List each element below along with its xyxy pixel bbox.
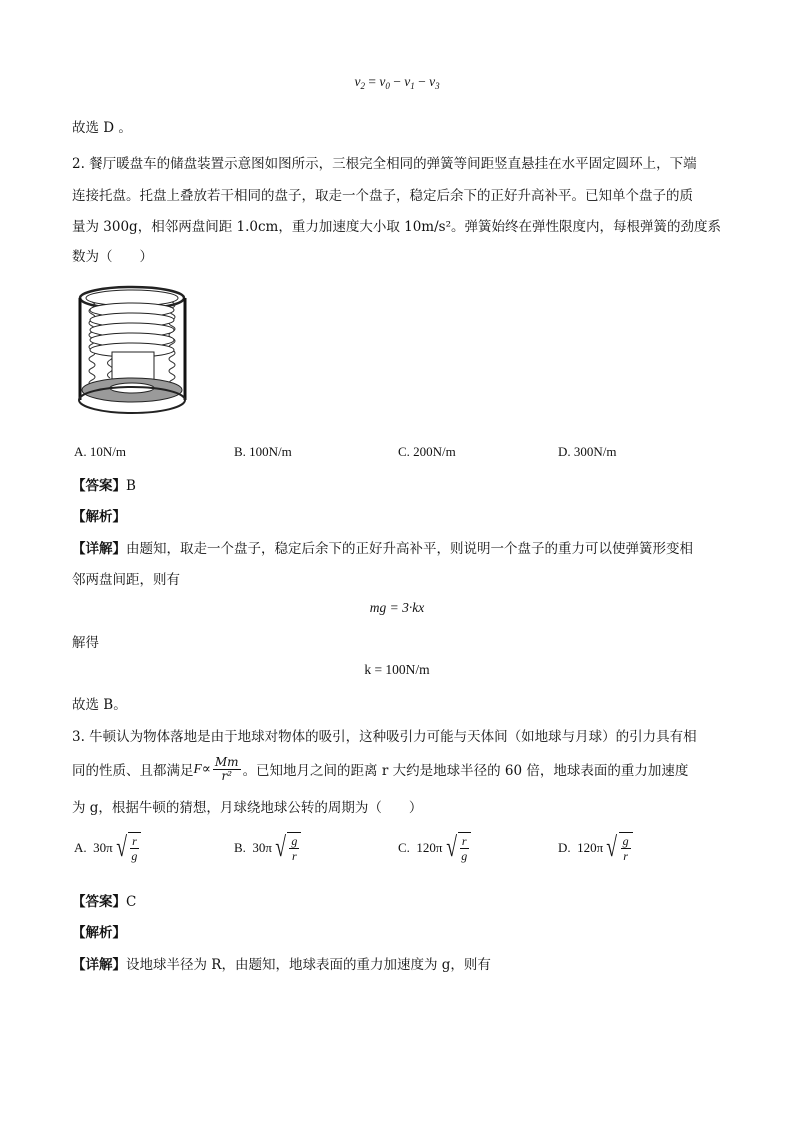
q2-equation-2: k = 100N/m bbox=[364, 662, 430, 677]
eq-v2: v bbox=[354, 74, 361, 89]
option-coef: 30π bbox=[252, 839, 272, 855]
q2-detail-line2: 邻两盘间距，则有 bbox=[72, 572, 180, 588]
answer-label: 【答案】 bbox=[72, 894, 126, 910]
detail-label: 【详解】 bbox=[72, 957, 126, 973]
q2-analysis-label: 【解析】 bbox=[72, 509, 126, 525]
answer-label: 【答案】 bbox=[72, 478, 126, 494]
formula-f: F bbox=[193, 761, 202, 776]
sqrt-denominator: g bbox=[131, 849, 138, 863]
eq-s1: 1 bbox=[410, 81, 415, 91]
q3-option-c bbox=[398, 832, 473, 863]
detail-label: 【详解】 bbox=[72, 541, 126, 557]
q2-text-line3: 量为 300g，相邻两盘间距 1.0cm，重力加速度大小取 10m/s²。弹簧始终在弹性限度内，每根弹簧的劲度系 bbox=[72, 219, 721, 235]
eq-v1: v bbox=[404, 74, 411, 89]
equation-velocity bbox=[0, 74, 794, 91]
option-coef: 30π bbox=[93, 839, 113, 855]
option-label: A. bbox=[74, 839, 87, 855]
option-coef: 120π bbox=[577, 839, 604, 855]
q3-text-line1: 3. 牛顿认为物体落地是由于地球对物体的吸引，这种吸引力可能与天体间（如地球与月球）的引力具有相 bbox=[72, 729, 697, 745]
eq-s2: 2 bbox=[360, 81, 365, 91]
conclusion-q1: 故选 D 。 bbox=[72, 120, 132, 136]
q2-option-c: C. 200N/m bbox=[398, 444, 456, 459]
q2-option-d: D. 300N/m bbox=[558, 444, 617, 459]
q2-equation-1: mg = 3·kx bbox=[369, 600, 425, 615]
formula-denominator: r² bbox=[221, 768, 232, 783]
q3-option-b bbox=[234, 832, 303, 863]
q2-detail-line1 bbox=[72, 537, 693, 557]
sqrt-numerator: g bbox=[291, 834, 298, 848]
q2-text-line2: 连接托盘。托盘上叠放若干相同的盘子，取走一个盘子，稳定后余下的正好升高补平。已知单个盘子的质 bbox=[72, 188, 693, 204]
sqrt-numerator: r bbox=[461, 834, 467, 848]
sqrt-symbol: √ $\frac{g}{r}$ bbox=[604, 832, 634, 863]
formula-fraction bbox=[213, 756, 241, 783]
answer-value: B bbox=[126, 478, 136, 494]
sqrt-symbol: √ $\frac{r}{g}$ bbox=[444, 832, 473, 863]
q2-text-line4: 数为（ ） bbox=[72, 249, 153, 265]
eq-minus1: − bbox=[389, 74, 405, 89]
formula-proportional: ∝ bbox=[201, 761, 211, 777]
eq-s3: 3 bbox=[435, 81, 440, 91]
q3-option-a bbox=[74, 832, 143, 863]
formula-numerator: Mm bbox=[214, 754, 239, 769]
q2-answer bbox=[72, 474, 136, 494]
eq-v0: v bbox=[379, 74, 386, 89]
q3-analysis-label: 【解析】 bbox=[72, 925, 126, 941]
detail-text: 设地球半径为 R，由题知，地球表面的重力加速度为 g，则有 bbox=[126, 957, 491, 973]
sqrt-numerator: g bbox=[622, 834, 629, 848]
q2-text-line1: 2. 餐厅暖盘车的储盘装置示意图如图所示，三根完全相同的弹簧等间距竖直悬挂在水平固定圆环上，下端 bbox=[72, 156, 697, 172]
eq-v3: v bbox=[429, 74, 436, 89]
option-coef: 120π bbox=[416, 839, 443, 855]
answer-value: C bbox=[126, 894, 137, 910]
option-label: D. bbox=[558, 839, 571, 855]
warming-cart-figure bbox=[74, 282, 192, 422]
sqrt-denominator: g bbox=[461, 849, 468, 863]
q3-text-line2 bbox=[72, 752, 688, 786]
q3-text-line3: 为 g，根据牛顿的猜想，月球绕地球公转的周期为（ ） bbox=[72, 800, 423, 816]
sqrt-symbol: √ $\frac{g}{r}$ bbox=[273, 832, 303, 863]
detail-text: 由题知，取走一个盘子，稳定后余下的正好升高补平，则说明一个盘子的重力可以使弹簧形变相 bbox=[126, 541, 693, 557]
q3-option-d bbox=[558, 832, 635, 863]
sqrt-numerator: r bbox=[132, 834, 137, 848]
sqrt-denominator: r bbox=[292, 849, 297, 863]
q2-solve-label: 解得 bbox=[72, 635, 99, 651]
eq-minus2: − bbox=[414, 74, 430, 89]
option-label: C. bbox=[398, 839, 410, 855]
option-label: B. bbox=[234, 839, 246, 855]
q3-line2-post: 。已知地月之间的距离 r 大约是地球半径的 60 倍，地球表面的重力加速度 bbox=[242, 763, 689, 779]
q2-option-a: A. 10N/m bbox=[74, 444, 126, 459]
sqrt-denominator: r bbox=[623, 849, 628, 863]
q3-detail-line1 bbox=[72, 953, 491, 973]
q2-option-b: B. 100N/m bbox=[234, 444, 292, 459]
q3-line2-pre: 同的性质、且都满足 bbox=[72, 763, 194, 779]
eq-s0: 0 bbox=[385, 81, 390, 91]
q3-answer bbox=[72, 890, 136, 910]
q2-conclusion: 故选 B。 bbox=[72, 697, 127, 713]
eq-equals: = bbox=[364, 74, 380, 89]
sqrt-symbol: √ $\frac{r}{g}$ bbox=[114, 832, 143, 863]
